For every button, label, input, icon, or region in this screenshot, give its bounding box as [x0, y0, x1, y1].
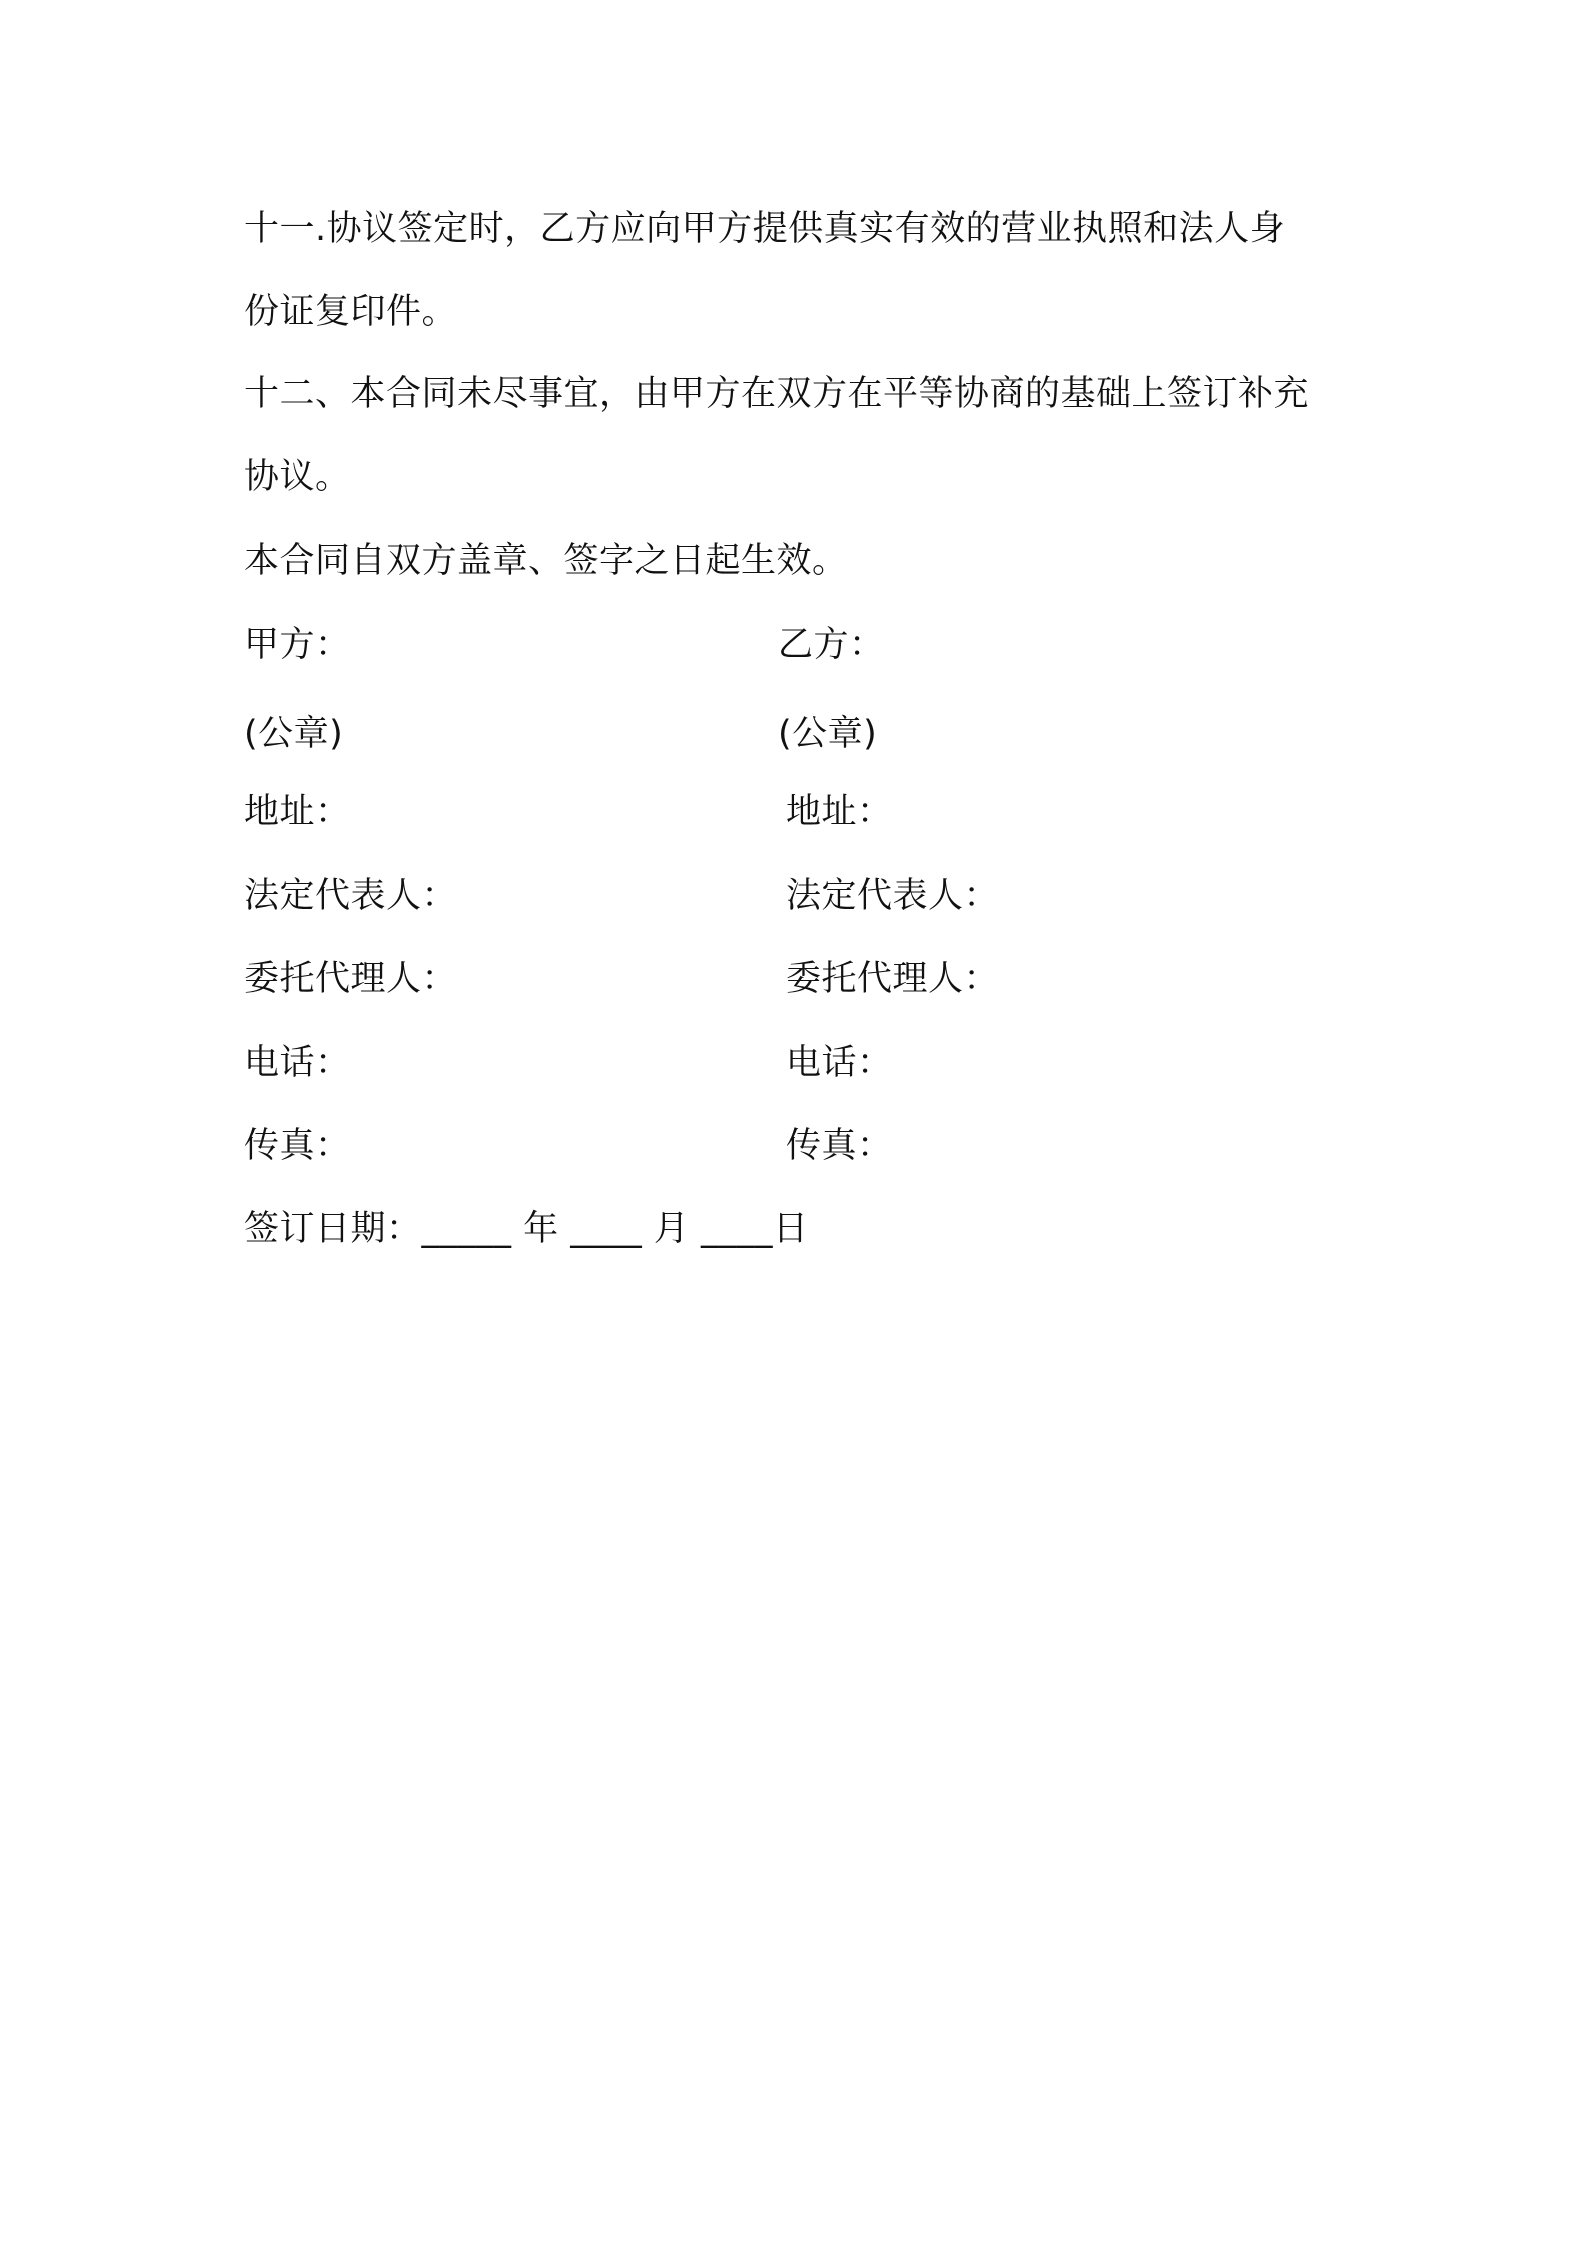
clause-12-line-1: 十二、本合同未尽事宜，由甲方在双方在平等协商的基础上签订补充 [244, 374, 1310, 414]
party-b-phone-label: 电话： [786, 1043, 893, 1083]
party-a-phone-label: 电话： [244, 1043, 351, 1083]
party-b-address-label: 地址： [786, 792, 893, 832]
party-a-label: 甲方： [244, 625, 351, 665]
party-b-agent-label: 委托代理人： [786, 959, 1000, 999]
clause-11-line-1: 十一.协议签定时，乙方应向甲方提供真实有效的营业执照和法人身 [244, 209, 1286, 249]
party-b-label: 乙方： [778, 625, 885, 665]
party-a-fax-label: 传真： [244, 1126, 351, 1166]
clause-11-line-2: 份证复印件。 [244, 292, 458, 332]
party-a-seal-label: (公章) [244, 714, 344, 754]
clause-12-line-2: 协议。 [244, 457, 351, 497]
party-b-legal-rep-label: 法定代表人： [786, 876, 1000, 916]
effective-clause: 本合同自双方盖章、签字之日起生效。 [244, 541, 848, 581]
party-b-fax-label: 传真： [786, 1126, 893, 1166]
party-a-legal-rep-label: 法定代表人： [244, 876, 458, 916]
party-a-address-label: 地址： [244, 792, 351, 832]
party-b-seal-label: (公章) [778, 714, 878, 754]
party-a-agent-label: 委托代理人： [244, 959, 458, 999]
signing-date-line: 签订日期：_____ 年 ____ 月 ____日 [244, 1209, 809, 1249]
